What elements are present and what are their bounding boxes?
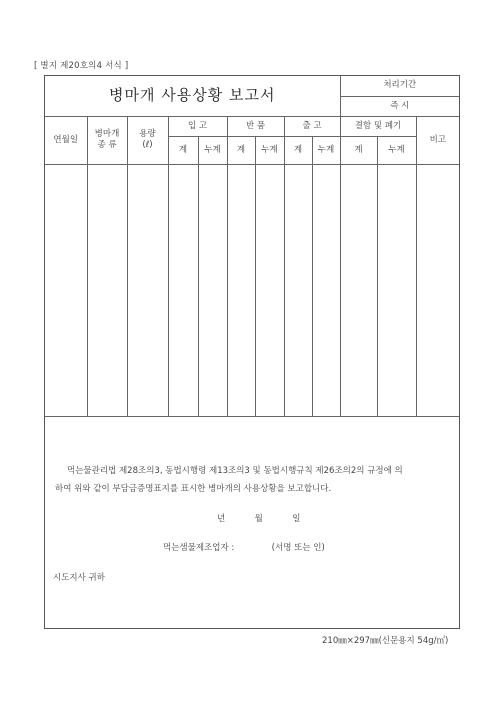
- usage-table: [45, 76, 459, 417]
- sub-header-total: 계: [284, 136, 312, 164]
- entry-cell[interactable]: [227, 164, 255, 416]
- title-cell: [45, 76, 340, 116]
- processing-label: 처리기간: [340, 76, 459, 96]
- form-number-label: [ 별지 제20호의4 서식 ]: [34, 61, 129, 71]
- report-form: [44, 75, 460, 629]
- header-cap-type: [87, 116, 127, 164]
- sub-header-cumulative: 누계: [255, 136, 284, 164]
- sub-header-cumulative: 누계: [312, 136, 340, 164]
- date-day: 일: [292, 514, 301, 524]
- sub-header-cumulative: 누계: [198, 136, 227, 164]
- sub-header-total: 계: [227, 136, 255, 164]
- entry-cell[interactable]: [168, 164, 198, 416]
- entry-cell[interactable]: [377, 164, 416, 416]
- entry-cell[interactable]: [284, 164, 312, 416]
- maker-line: [163, 541, 325, 553]
- entry-cell[interactable]: [416, 164, 459, 416]
- table-body-row: [45, 164, 459, 416]
- header-capacity-line2: (ℓ): [142, 140, 153, 150]
- processing-value: 즉 시: [340, 96, 459, 116]
- date-year: 년: [217, 514, 226, 524]
- addressee: 시도지사 귀하: [53, 573, 105, 583]
- report-statement: [55, 462, 451, 498]
- entry-cell[interactable]: [127, 164, 168, 416]
- header-cap-type-line1: 병마개: [94, 129, 120, 140]
- header-date: 연월일: [45, 116, 87, 164]
- sub-header-cumulative: 누계: [377, 136, 416, 164]
- entry-cell[interactable]: [198, 164, 227, 416]
- header-capacity: [127, 116, 168, 164]
- sub-header-total: 계: [340, 136, 377, 164]
- header-return: 반 품: [227, 116, 284, 136]
- date-month: 월: [254, 514, 263, 524]
- header-capacity-line1: 용량: [139, 129, 156, 140]
- entry-cell[interactable]: [45, 164, 87, 416]
- entry-cell[interactable]: [87, 164, 127, 416]
- header-cap-type-line2: 종 류: [97, 140, 117, 150]
- statement-line-1: 먹는물관리법 제28조의3, 동법시행령 제13조의3 및 동법시행규칙 제26조의2의 규정에 의: [67, 466, 403, 476]
- page-title: 병마개 사용상황 보고서: [109, 86, 276, 105]
- statement-line-2: 하여 위와 같이 부담금증명표지를 표시한 병마개의 사용상황을 보고합니다.: [55, 484, 332, 494]
- maker-label: 먹는샘물제조업자 :: [163, 543, 235, 553]
- entry-cell[interactable]: [255, 164, 284, 416]
- header-receipt: 입 고: [168, 116, 227, 136]
- maker-signature: (서명 또는 인): [271, 543, 325, 553]
- date-line: [217, 512, 300, 524]
- paper-spec: 210㎜×297㎜(신문용지 54g/㎡): [322, 636, 449, 646]
- entry-cell[interactable]: [340, 164, 377, 416]
- header-note: 비고: [416, 116, 459, 164]
- entry-cell[interactable]: [312, 164, 340, 416]
- header-shipment: 출 고: [284, 116, 340, 136]
- header-defect: 결함 및 폐기: [340, 116, 416, 136]
- sub-header-total: 계: [168, 136, 198, 164]
